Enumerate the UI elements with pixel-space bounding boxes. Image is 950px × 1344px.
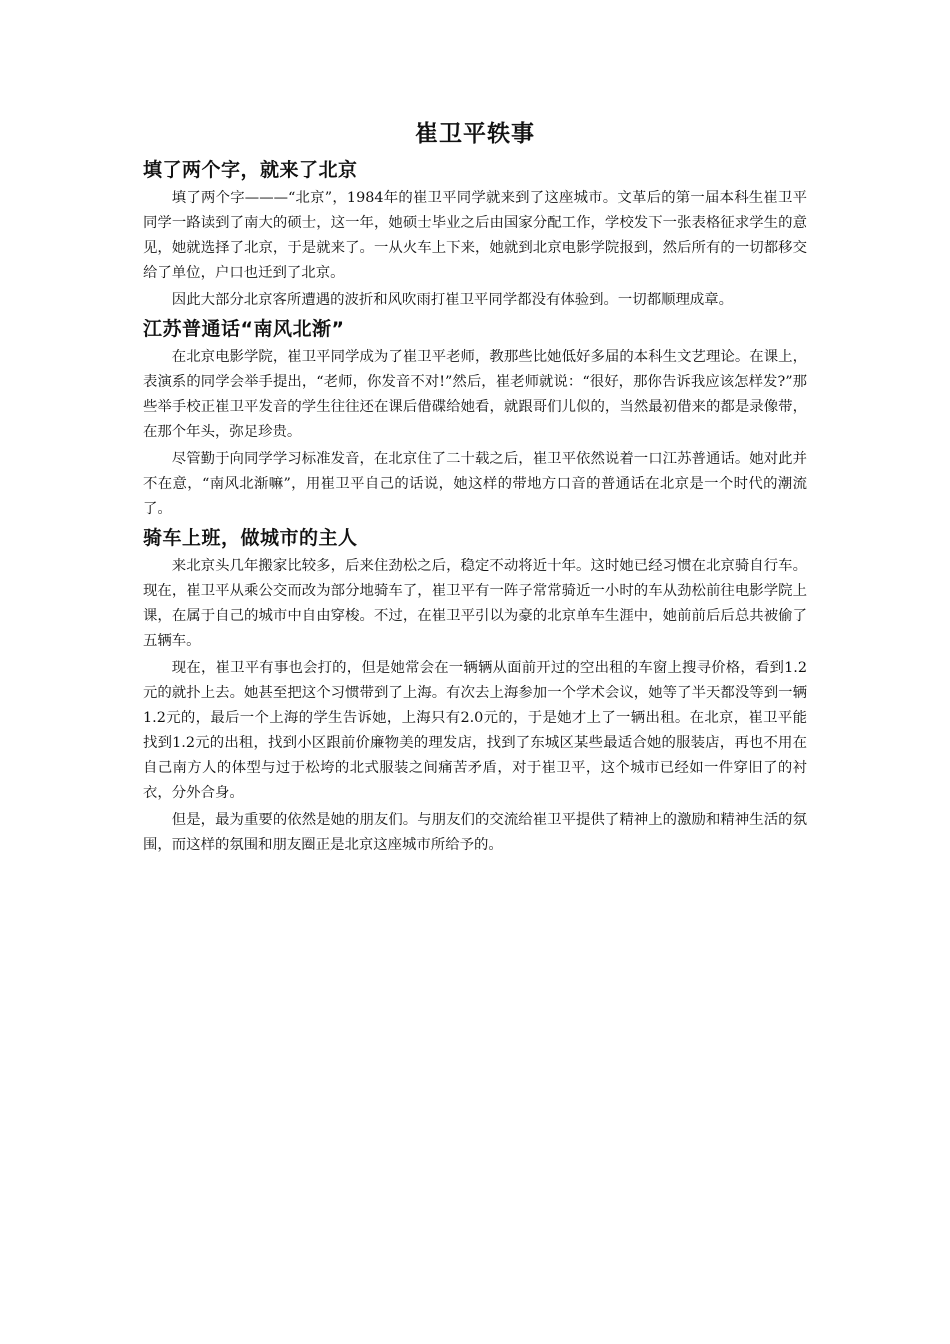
paragraph: 来北京头几年搬家比较多，后来住劲松之后，稳定不动将近十年。这时她已经习惯在北京骑自行车。现在，崔卫平从乘公交而改为部分地骑车了，崔卫平有一阵子常常骑近一小时的车从劲松前往电影学院上课，在属于自己的城市中自由穿梭。不过，在崔卫平引以为豪的北京单车生涯中，她前前后后总共被偷了五辆车。 (143, 558, 807, 649)
section-heading: 骑车上班，做城市的主人 (143, 527, 358, 549)
paragraph: 但是，最为重要的依然是她的朋友们。与朋友们的交流给崔卫平提供了精神上的激励和精神生活的氛围，而这样的氛围和朋友圈正是北京这座城市所给予的。 (143, 812, 807, 853)
paragraph: 现在，崔卫平有事也会打的，但是她常会在一辆辆从面前开过的空出租的车窗上搜寻价格，看到1.2元的就扑上去。她甚至把这个习惯带到了上海。有次去上海参加一个学术会议，她等了半天都没等到一辆1.2元的，最后一个上海的学生告诉她，上海只有2.0元的，于是她才上了一辆出租。在北京，崔卫平能找到1.2元的出租，找到小区跟前价廉物美的理发店，找到了东城区某些最适合她的服装店，再也不用在自己南方人的体型与过于松垮的北式服装之间痛苦矛盾，对于崔卫平，这个城市已经如一件穿旧了的衬衣，分外合身。 (143, 660, 807, 801)
section-heading: 江苏普通话“南风北渐” (143, 318, 345, 340)
section-beijing-arrival (143, 156, 807, 313)
paragraph: 因此大部分北京客所遭遇的波折和风吹雨打崔卫平同学都没有体验到。一切都顺理成章。 (171, 292, 734, 308)
paragraph: 在北京电影学院，崔卫平同学成为了崔卫平老师，教那些比她低好多届的本科生文艺理论。在课上，表演系的同学会举手提出，“老师，你发音不对!”然后，崔老师就说：“很好，那你告诉我应该怎样发?”那些举手校正崔卫平发音的学生往往还在课后借碟给她看，就跟哥们儿似的，当然最初借来的都是录像带，在那个年头，弥足珍贵。 (143, 349, 807, 440)
paragraph: 填了两个字———“北京”，1984年的崔卫平同学就来到了这座城市。文革后的第一届本科生崔卫平同学一路读到了南大的硕士，这一年，她硕士毕业之后由国家分配工作，学校发下一张表格征求学生的意见，她就选择了北京，于是就来了。一从火车上下来，她就到北京电影学院报到，然后所有的一切都移交给了单位，户口也迁到了北京。 (143, 190, 807, 281)
section-heading: 填了两个字，就来了北京 (143, 159, 358, 181)
document-title: 崔卫平轶事 (415, 121, 535, 147)
document-page (143, 118, 807, 860)
section-cycling (143, 524, 807, 858)
section-jiangsu-mandarin (143, 315, 807, 522)
paragraph: 尽管勤于向同学学习标准发音，在北京住了二十载之后，崔卫平依然说着一口江苏普通话。她对此并不在意，“南风北渐嘛”，用崔卫平自己的话说，她这样的带地方口音的普通话在北京是一个时代的潮流了。 (143, 451, 807, 517)
